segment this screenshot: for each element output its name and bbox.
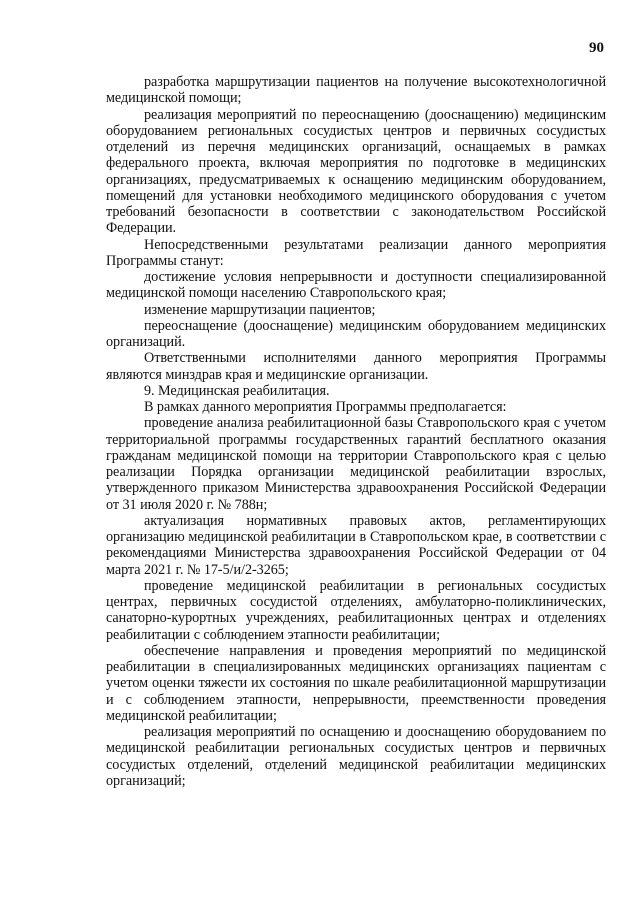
document-body xyxy=(106,74,606,789)
paragraph-11: актуализация нормативных правовых актов, регламентирующих организацию медицинской реабилитации в Ставропольском крае, в соответствии с рекомендациями Министерства здравоохранения Российской Федерации от 04 марта 2021 г. № 17-5/и/2-3265; xyxy=(106,512,606,578)
page-number: 90 xyxy=(589,40,604,56)
paragraph-6: переоснащение (дооснащение) медицинским оборудованием медицинских организаций. xyxy=(106,317,606,350)
paragraph-3: Непосредственными результатами реализации данного мероприятия Программы станут: xyxy=(106,236,606,269)
paragraph-4: достижение условия непрерывности и доступности специализированной медицинской помощи населению Ставропольского края; xyxy=(106,269,606,302)
paragraph-7: Ответственными исполнителями данного мероприятия Программы являются минздрав края и медицинские организации. xyxy=(106,350,606,383)
paragraph-5: изменение маршрутизации пациентов; xyxy=(144,301,376,318)
paragraph-13: обеспечение направления и проведения мероприятий по медицинской реабилитации в специализированных медицинских организациях пациентам с учетом оценки тяжести их состояния по шкале реабилитационной маршрутизации и с соблюдением этапности, непрерывности, преемственности проведения медицинской реабилитации; xyxy=(106,642,606,724)
paragraph-10: проведение анализа реабилитационной базы Ставропольского края с учетом территориальной программы государственных гарантий бесплатного оказания гражданам медицинской помощи на территории Ставропольского края с целью реализации Порядка организации медицинской реабилитации взрослых, утвержденного приказом Министерства здравоохранения Российской Федерации от 31 июля 2020 г. № 788н; xyxy=(106,415,606,513)
section-heading-9: 9. Медицинская реабилитация. xyxy=(144,382,330,399)
paragraph-12: проведение медицинской реабилитации в региональных сосудистых центрах, первичных сосудистой отделениях, амбулаторно-поликлинических, санаторно-курортных учреждениях, реабилитационных центрах и отделениях реабилитации с соблюдением этапности реабилитации; xyxy=(106,577,606,643)
paragraph-2: реализация мероприятий по переоснащению (дооснащению) медицинским оборудованием региональных сосудистых центров и первичных сосудистых отделений из перечня медицинских организаций, оснащаемых в рамках федерального проекта, включая мероприятия по подготовке в медицинских организациях, предусматриваемых к оснащению медицинским оборудованием, помещений для установки необходимого медицинского оборудования с учетом требований безопасности в соответствии с законодательством Российской Федерации. xyxy=(106,106,606,237)
paragraph-14: реализация мероприятий по оснащению и дооснащению оборудованием по медицинской реабилитации региональных сосудистых центров и первичных сосудистых отделений, отделений медицинской реабилитации медицинских организаций; xyxy=(106,724,606,789)
paragraph-9: В рамках данного мероприятия Программы предполагается: xyxy=(144,399,507,415)
paragraph-1: разработка маршрутизации пациентов на получение высокотехнологичной медицинской помощи; xyxy=(106,74,606,107)
